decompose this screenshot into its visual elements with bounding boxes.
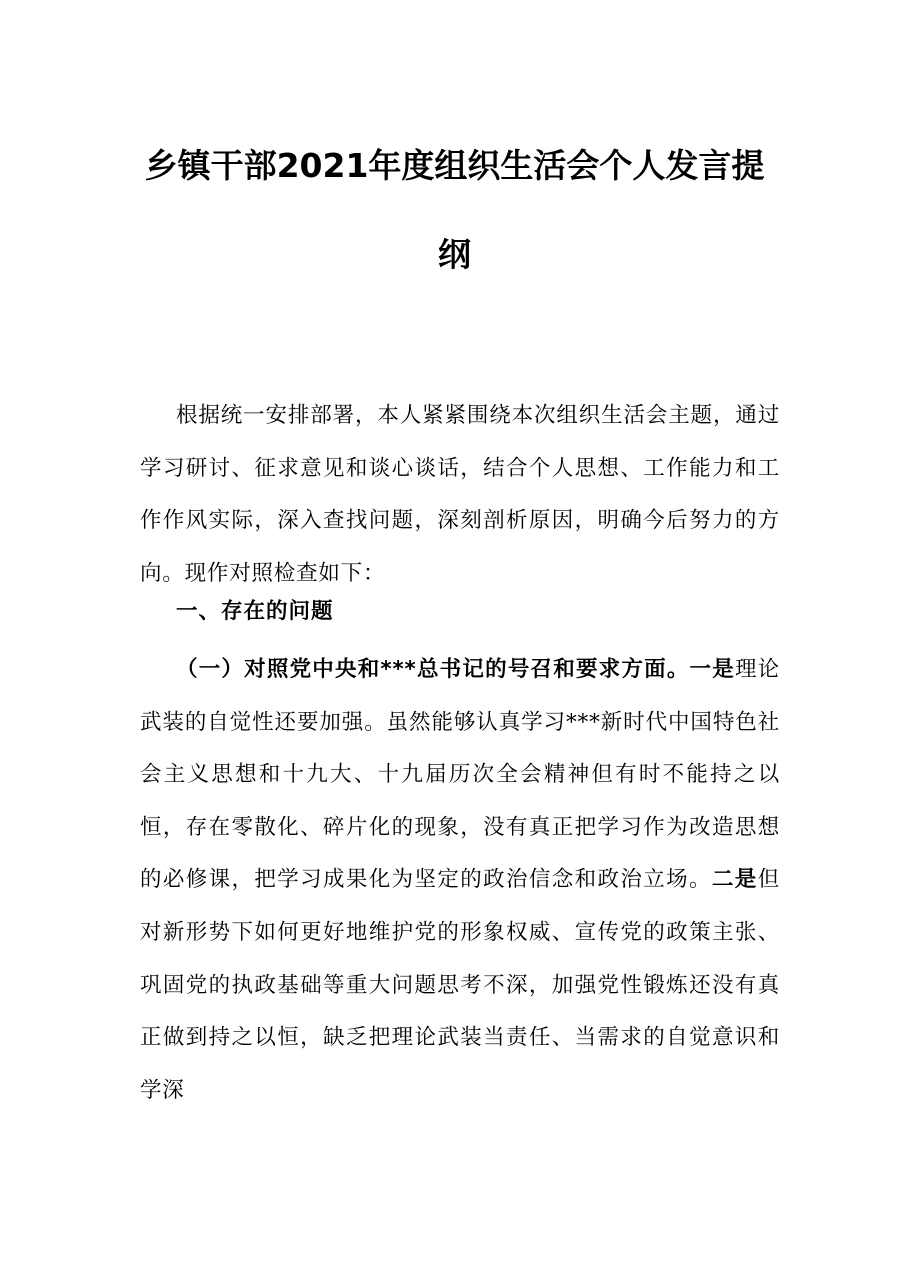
subsection-paragraph-block [140,644,780,1117]
document-title-line-2: 纲 [438,235,471,274]
subsection-bold-lead: （一）对照党中央和***总书记的号召和要求方面。一是 [176,657,735,682]
intro-paragraph-block [140,390,780,600]
document-title-line-1: 乡镇干部2021年度组织生活会个人发言提 [144,146,765,185]
section-heading: 一、存在的问题 [176,599,334,624]
intro-paragraph: 根据统一安排部署，本人紧紧围绕本次组织生活会主题，通过学习研讨、征求意见和谈心谈话，结合个人思想、工作能力和工作作风实际，深入查找问题，深刻剖析原因，明确今后努力的方向。现作对照检查如下： [140,403,780,586]
subsection-text-2: 但对新形势下如何更好地维护党的形象权威、宣传党的政策主张、巩固党的执政基础等重大问题思考不深，加强党性锻炼还没有真正做到持之以恒，缺乏把理论武装当责任、当需求的自觉意识和学深 [140,867,780,1103]
subsection-bold-2: 二是 [711,867,758,893]
subsection-text-1: 理论武装的自觉性还要加强。虽然能够认真学习***新时代中国特色社会主义思想和十九大、十九届历次全会精神但有时不能持之以恒，存在零散化、碎片化的现象，没有真正把学习作为改造思想的必修课，把学习成果化为坚定的政治信念和政治立场。 [140,657,780,893]
subsection-paragraph [140,644,780,1117]
